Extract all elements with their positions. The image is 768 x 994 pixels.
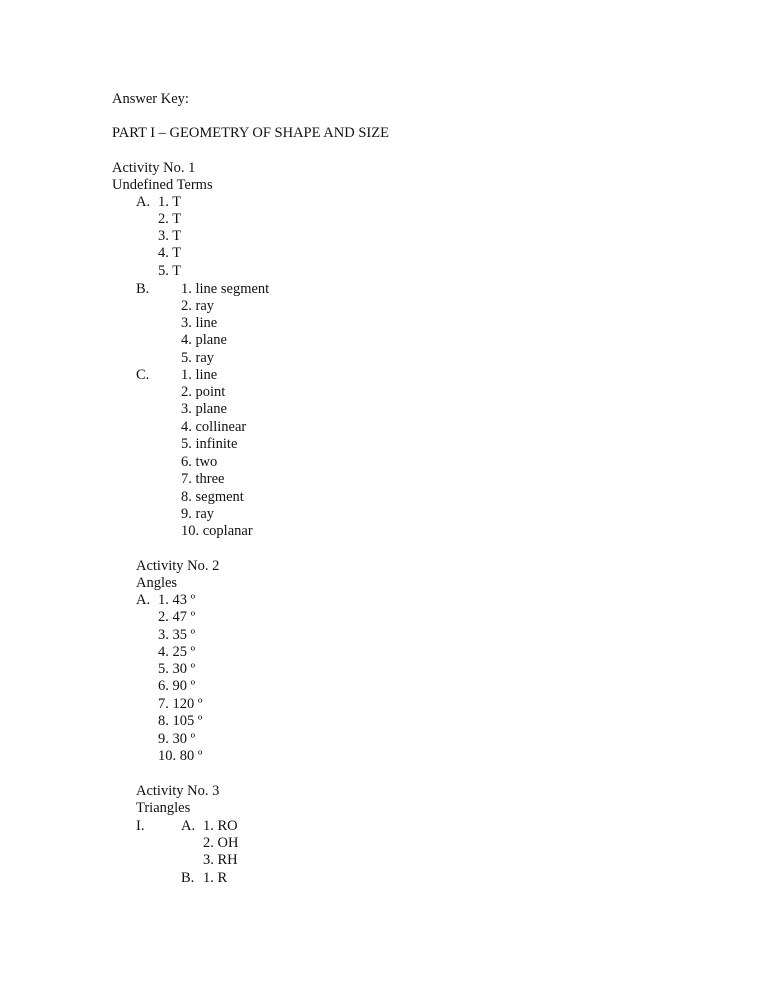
activity-1-a-item: 3. T <box>158 228 182 244</box>
activity-3-subtitle: Triangles <box>136 800 191 816</box>
activity-1-b-item: 3. line <box>181 315 218 331</box>
activity-1-b-item: 2. ray <box>181 298 215 314</box>
activity-3-i-a-item: 1. RO <box>203 818 238 834</box>
activity-1-c-item: 5. infinite <box>181 436 238 452</box>
activity-2-a-item: 2. 47 º <box>158 609 196 625</box>
activity-1-c-item: 3. plane <box>181 401 227 417</box>
activity-3-i-a-label: A. <box>181 818 196 834</box>
activity-1-c-item: 6. two <box>181 454 218 470</box>
activity-2-a-item: 8. 105 º <box>158 713 203 729</box>
activity-2-section-a-label: A. <box>136 592 151 608</box>
activity-1-section-c-label: C. <box>136 367 150 383</box>
activity-2-a-item: 4. 25 º <box>158 644 196 660</box>
activity-2-a-item: 3. 35 º <box>158 627 196 643</box>
activity-1-c-item: 1. line <box>181 367 218 383</box>
activity-1-c-item: 2. point <box>181 384 226 400</box>
activity-1-b-item: 4. plane <box>181 332 227 348</box>
activity-2-a-item: 6. 90 º <box>158 678 196 694</box>
activity-2-a-item: 10. 80 º <box>158 748 203 764</box>
activity-2-heading: Activity No. 2 <box>136 558 220 574</box>
activity-1-section-b-label: B. <box>136 281 150 297</box>
activity-1-a-item: 4. T <box>158 245 182 261</box>
activity-1-c-item: 4. collinear <box>181 419 247 435</box>
activity-1-c-item: 7. three <box>181 471 225 487</box>
activity-3-i-b-label: B. <box>181 870 195 886</box>
activity-1-b-item: 5. ray <box>181 350 215 366</box>
activity-2-a-item: 7. 120 º <box>158 696 203 712</box>
activity-1-c-item: 8. segment <box>181 489 244 505</box>
activity-2-subtitle: Angles <box>136 575 178 591</box>
activity-1-a-item: 2. T <box>158 211 182 227</box>
activity-1-c-item: 10. coplanar <box>181 523 253 539</box>
activity-3-i-a-item: 2. OH <box>203 835 239 851</box>
activity-1-section-a-label: A. <box>136 194 151 210</box>
part-heading: PART I – GEOMETRY OF SHAPE AND SIZE <box>112 125 389 141</box>
activity-1-heading: Activity No. 1 <box>112 160 196 176</box>
activity-1-a-item: 1. T <box>158 194 182 210</box>
activity-3-heading: Activity No. 3 <box>136 783 220 799</box>
activity-2-a-item: 9. 30 º <box>158 731 196 747</box>
activity-1-a-item: 5. T <box>158 263 182 279</box>
activity-2-a-item: 1. 43 º <box>158 592 196 608</box>
activity-3-i-a-item: 3. RH <box>203 852 238 868</box>
activity-2-a-item: 5. 30 º <box>158 661 196 677</box>
activity-1-b-item: 1. line segment <box>181 281 270 297</box>
activity-3-section-i-label: I. <box>136 818 145 834</box>
answer-key-title: Answer Key: <box>112 91 189 107</box>
activity-3-i-b-item: 1. R <box>203 870 228 886</box>
activity-1-subtitle: Undefined Terms <box>112 177 213 193</box>
activity-1-c-item: 9. ray <box>181 506 215 522</box>
